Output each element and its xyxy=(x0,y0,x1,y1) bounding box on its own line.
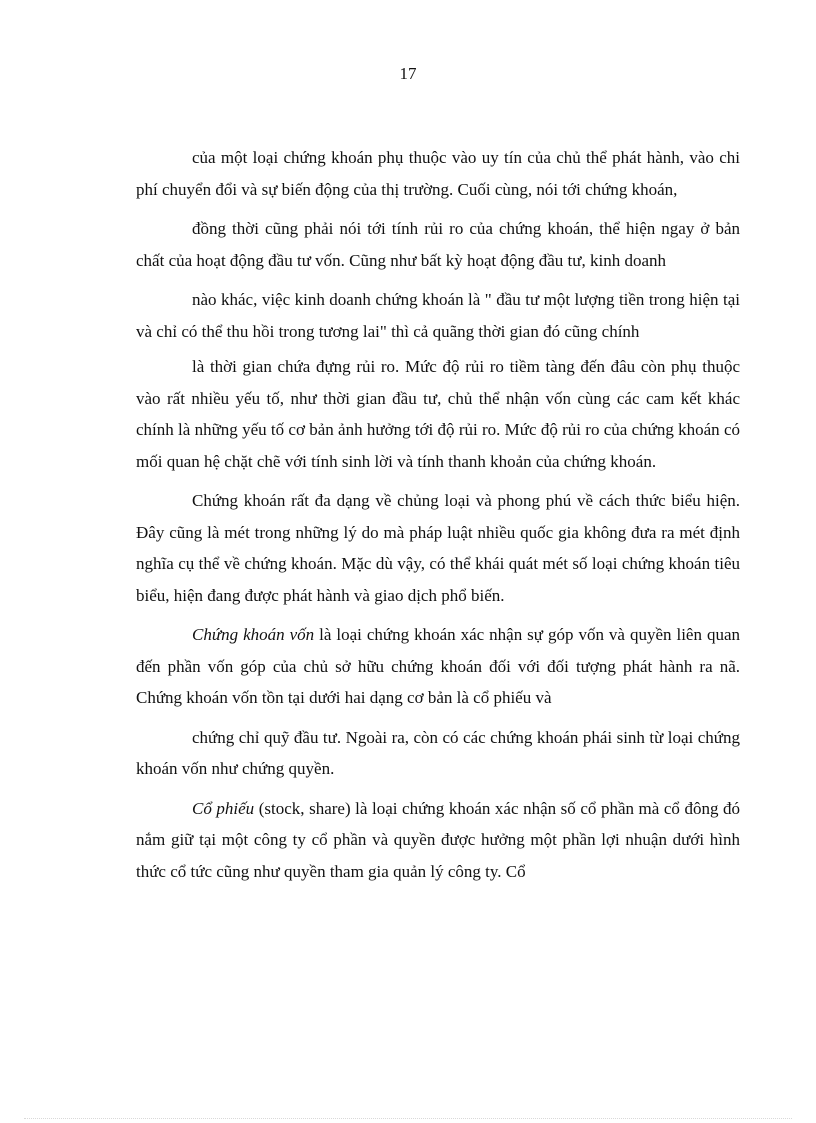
term-co-phieu: Cổ phiếu xyxy=(192,798,255,818)
paragraph-6 xyxy=(136,619,740,714)
page-bottom-rule xyxy=(24,1118,792,1119)
paragraph-8 xyxy=(136,793,740,888)
paragraph-5: Chứng khoán rất đa dạng về chủng loại và phong phú về cách thức biểu hiện. Đây cũng là mét trong những lý do mà pháp luật nhiều quốc gia không đưa ra mét định nghĩa cụ thể về chứng khoán. Mặc dù vậy, có thể khái quát mét số loại chứng khoán tiêu biểu, hiện đang được phát hành và giao dịch phổ biến. xyxy=(136,491,740,605)
paragraph-8-text: (stock, share) là loại chứng khoán xác nhận số cổ phần mà cổ đông đó nắm giữ tại một công ty cổ phần và quyền được hưởng một phần lợi nhuận dưới hình thức cổ tức cũng như quyền tham gia quản lý công ty. Cổ xyxy=(136,798,741,881)
paragraph-2: đồng thời cũng phải nói tới tính rủi ro của chứng khoán, thể hiện ngay ở bản chất của hoạt động đầu tư vốn. Cũng như bất kỳ hoạt động đầu tư, kinh doanh xyxy=(136,219,740,270)
body-text xyxy=(136,142,740,895)
paragraph-6-text: là loại chứng khoán xác nhận sự góp vốn và quyền liên quan đến phần vốn góp của chủ sở hữu chứng khoán đối với đối tượng phát hành ra nã. Chứng khoán vốn tồn tại dưới hai dạng cơ bản là cổ phiếu và xyxy=(136,625,740,707)
term-chung-khoan-von: Chứng khoán vốn xyxy=(192,625,315,644)
paragraph-3: nào khác, việc kinh doanh chứng khoán là " đầu tư một lượng tiền trong hiện tại và chỉ có thể thu hồi trong tương lai" thì cả quãng thời gian đó cũng chính xyxy=(136,290,740,341)
page-number: 17 xyxy=(399,64,417,83)
paragraph-4: là thời gian chứa đựng rủi ro. Mức độ rủi ro tiềm tàng đến đâu còn phụ thuộc vào rất nhiều yếu tố, như thời gian đầu tư, chủ thể nhận vốn cùng các cam kết khác chính là những yếu tố cơ bản ảnh hưởng tới độ rủi ro. Mức độ rủi ro của chứng khoán có mối quan hệ chặt chẽ với tính sinh lời và tính thanh khoản của chứng khoán. xyxy=(136,357,740,471)
paragraph-7: chứng chỉ quỹ đầu tư. Ngoài ra, còn có các chứng khoán phái sinh từ loại chứng khoán vốn như chứng quyền. xyxy=(136,727,740,778)
paragraph-1: của một loại chứng khoán phụ thuộc vào uy tín của chủ thể phát hành, vào chi phí chuyển đổi và sự biến động của thị trường. Cuối cùng, nói tới chứng khoán, xyxy=(136,148,740,199)
